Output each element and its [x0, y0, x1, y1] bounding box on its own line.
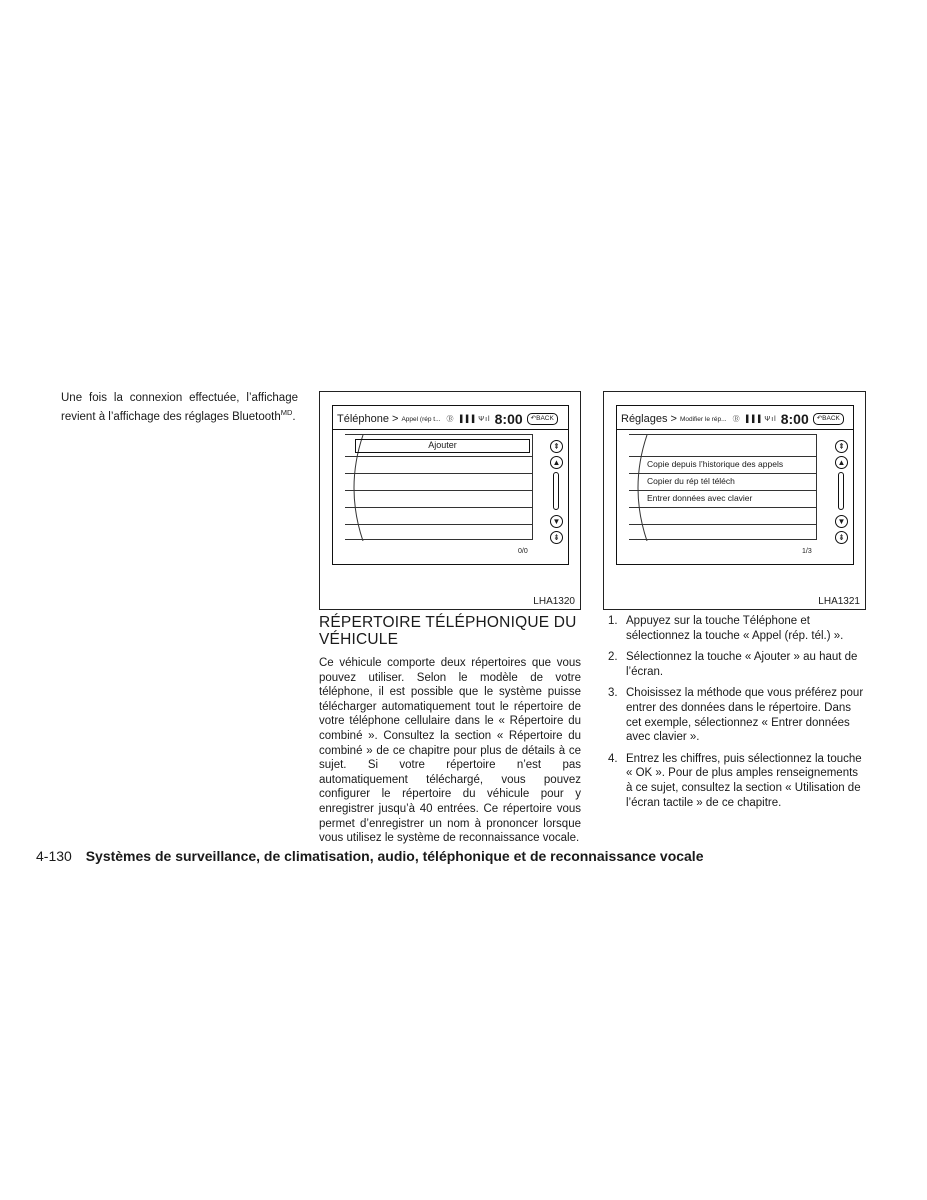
status-icons: Ⓑ ▐▐▐ Ψıl — [446, 416, 491, 423]
chapter-title: Systèmes de surveillance, de climatisation, audio, téléphonique et de reconnaissance vocale — [85, 848, 704, 864]
section-title — [319, 614, 589, 648]
scroll-up-icon[interactable]: ▲ — [550, 456, 563, 469]
page-down-icon[interactable]: ⇟ — [835, 531, 848, 544]
page-up-icon[interactable]: ⇞ — [835, 440, 848, 453]
phone-screen — [332, 405, 569, 565]
screen-title: Téléphone > — [337, 413, 399, 425]
step-item — [608, 650, 866, 679]
scroll-up-icon[interactable]: ▲ — [835, 456, 848, 469]
list-area — [345, 434, 533, 540]
step-item — [608, 686, 866, 744]
page-down-icon[interactable]: ⇟ — [550, 531, 563, 544]
list-row[interactable] — [345, 473, 532, 474]
list-row[interactable] — [345, 507, 532, 508]
trademark-superscript: MD — [280, 407, 293, 417]
list-row[interactable] — [345, 456, 532, 457]
menu-item-keyboard[interactable]: Entrer données avec clavier — [647, 493, 753, 503]
add-button[interactable]: Ajouter — [355, 439, 530, 453]
section-title-line: VÉHICULE — [319, 631, 399, 648]
scrollbar[interactable] — [838, 472, 844, 510]
list-row[interactable] — [345, 524, 532, 525]
step-number: 2. — [608, 651, 618, 664]
back-button[interactable]: ↶BACK — [813, 413, 844, 425]
screen-header — [621, 411, 849, 427]
section-title-line: RÉPERTOIRE TÉLÉPHONIQUE DU — [319, 614, 577, 631]
item-counter: 0/0 — [518, 548, 528, 555]
item-counter: 1/3 — [802, 548, 812, 555]
header-divider — [617, 429, 853, 430]
back-button[interactable]: ↶BACK — [527, 413, 558, 425]
list-row[interactable] — [629, 456, 816, 457]
list-row[interactable] — [629, 524, 816, 525]
list-row[interactable] — [629, 507, 816, 508]
list-row[interactable] — [345, 490, 532, 491]
step-number: 1. — [608, 615, 618, 627]
step-text: Entrez les chiffres, puis sélectionnez la touche « OK ». Pour de plus amples renseignements à ce sujet, consultez la section « Utilisation de l’écran tactile » de ce chapitre. — [626, 752, 862, 809]
section-body: Ce véhicule comporte deux répertoires que vous pouvez utiliser. Selon le modèle de votre téléphone, il est possible que le système puisse télécharger automatiquement tout le répertoire de votre téléphone cellulaire dans le « Répertoire du combiné ». Consultez la section « Répertoire du combiné » de ce chapitre pour plus de détails à ce sujet. Si votre répertoire n’est pas automatiquement téléchargé, vous pouvez configurer le répertoire du véhicule pour y enregistrer jusqu’à 40 entrées. Ce répertoire vous permet d’enregistrer un nom à prononcer lorsque vous utilisez le système de reconnaissance vocale. — [319, 657, 581, 845]
page-number: 4-130 — [36, 848, 72, 864]
status-icons: Ⓑ ▐▐▐ Ψıl — [732, 416, 777, 423]
list-row[interactable] — [629, 473, 816, 474]
steps-list — [608, 614, 866, 817]
menu-item-download[interactable]: Copier du rép tél téléch — [647, 476, 735, 486]
screen-breadcrumb: Modifier le rép... — [679, 415, 727, 423]
scroll-down-icon[interactable]: ▼ — [835, 515, 848, 528]
step-text: Appuyez sur la touche Téléphone et sélectionnez la touche « Appel (rép. tél.) ». — [626, 615, 844, 642]
step-text: Sélectionnez la touche « Ajouter » au haut de l’écran. — [626, 651, 858, 678]
screen-header — [337, 411, 564, 427]
clock: 8:00 — [780, 411, 809, 427]
header-divider — [333, 429, 568, 430]
scrollbar[interactable] — [553, 472, 559, 510]
step-number: 4. — [608, 752, 618, 765]
list-curve-edge — [629, 435, 659, 541]
step-number: 3. — [608, 687, 618, 700]
menu-item-history[interactable]: Copie depuis l’historique des appels — [647, 459, 784, 469]
page-up-icon[interactable]: ⇞ — [550, 440, 563, 453]
step-text: Choisissez la méthode que vous préférez pour entrer des données dans le répertoire. Dans cet exemple, sélectionnez « Entrer données avec clavier ». — [626, 687, 864, 744]
settings-screen — [616, 405, 854, 565]
screen-breadcrumb: Appel (rép t... — [401, 415, 441, 423]
figure-lha1320 — [319, 391, 581, 610]
page-footer — [36, 848, 704, 864]
step-item — [608, 614, 866, 643]
list-row[interactable] — [629, 490, 816, 491]
scroll-down-icon[interactable]: ▼ — [550, 515, 563, 528]
step-item — [608, 752, 866, 810]
figure-code: LHA1320 — [533, 596, 575, 607]
figure-code: LHA1321 — [818, 596, 860, 607]
list-area — [629, 434, 817, 540]
screen-title: Réglages > — [621, 413, 677, 425]
figure-lha1321 — [603, 391, 866, 610]
clock: 8:00 — [494, 411, 523, 427]
intro-paragraph: Une fois la connexion effectuée, l’affichage revient à l’affichage des réglages Bluetooth$^{MD}$. — [61, 392, 298, 423]
